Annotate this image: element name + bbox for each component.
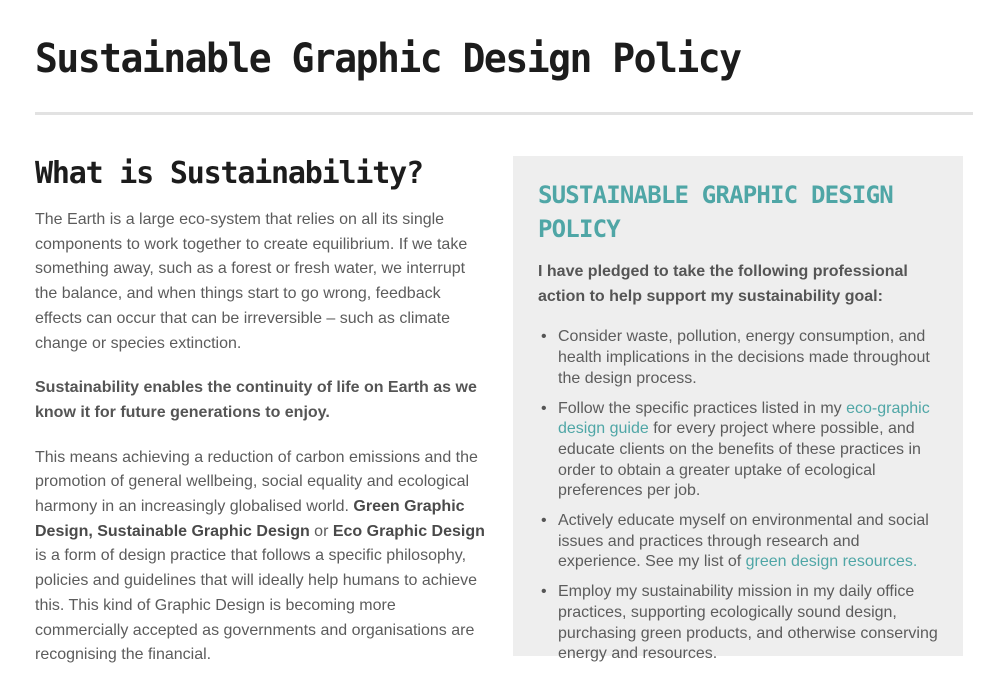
definition-text-3: is a form of design practice that follows a specific philosophy, policies and guidelines that will ideally help humans to achieve this. This kind of Graphic Design is becoming more commercially accepted as governments and organisations are recognising the financial.: [35, 547, 478, 664]
definition-text-2: or: [309, 522, 333, 540]
sidebar-title: SUSTAINABLE GRAPHIC DESIGN POLICY: [538, 181, 893, 243]
definition-paragraph: [35, 446, 487, 668]
list-item-text: Consider waste, pollution, energy consumption, and health implications in the decisions made throughout the design process.: [558, 328, 930, 387]
eco-design-term: Eco Graphic Design: [332, 522, 485, 540]
main-content: [35, 152, 487, 688]
emphasis-paragraph: Sustainability enables the continuity of life on Earth as we know it for future generations to enjoy.: [35, 379, 477, 421]
list-item: [541, 399, 938, 503]
list-item-text: Follow the specific practices listed in my: [558, 399, 847, 417]
list-item: [541, 511, 938, 573]
bullet-icon: •: [541, 583, 547, 601]
pledge-intro: I have pledged to take the following professional action to help support my sustainability goal:: [538, 263, 908, 305]
green-design-resources-link[interactable]: green design resources.: [745, 553, 918, 571]
page-title: Sustainable Graphic Design Policy: [35, 35, 741, 82]
bullet-icon: •: [541, 512, 547, 530]
bullet-icon: •: [541, 328, 547, 346]
list-item-text: for every project where possible, and educate clients on the benefits of these practices in order to obtain a greater uptake of ecological preferences per job.: [558, 420, 921, 500]
definition-text-1: This means achieving a reduction of carbon emissions and the promotion of general wellbeing, social equality and ecological harmony in an increasingly globalised world.: [35, 448, 478, 516]
title-divider: [35, 112, 973, 115]
green-design-terms: Green Graphic Design, Sustainable Graphic Design: [35, 498, 465, 540]
bullet-icon: •: [541, 399, 547, 417]
pledge-list: [538, 327, 938, 665]
list-item-text: Actively educate myself on environmental and social issues and practices through research and experience. See my list of: [558, 512, 929, 571]
policy-sidebar: [513, 156, 963, 663]
list-item: [541, 327, 938, 389]
section-heading: What is Sustainability?: [35, 156, 423, 191]
list-item: [541, 582, 938, 665]
eco-graphic-design-guide-link[interactable]: eco-graphic design guide: [558, 399, 930, 438]
list-item-text: Employ my sustainability mission in my daily office practices, supporting ecologically sound design, purchasing green products, and otherwise conserving energy and resources.: [558, 583, 938, 663]
intro-paragraph: The Earth is a large eco-system that relies on all its single components to work together to create equilibrium. If we take something away, such as a forest or fresh water, we interrupt the balance, and when things start to go wrong, feedback effects can occur that can be irreversible – such as climate change or species extinction.: [35, 211, 468, 352]
